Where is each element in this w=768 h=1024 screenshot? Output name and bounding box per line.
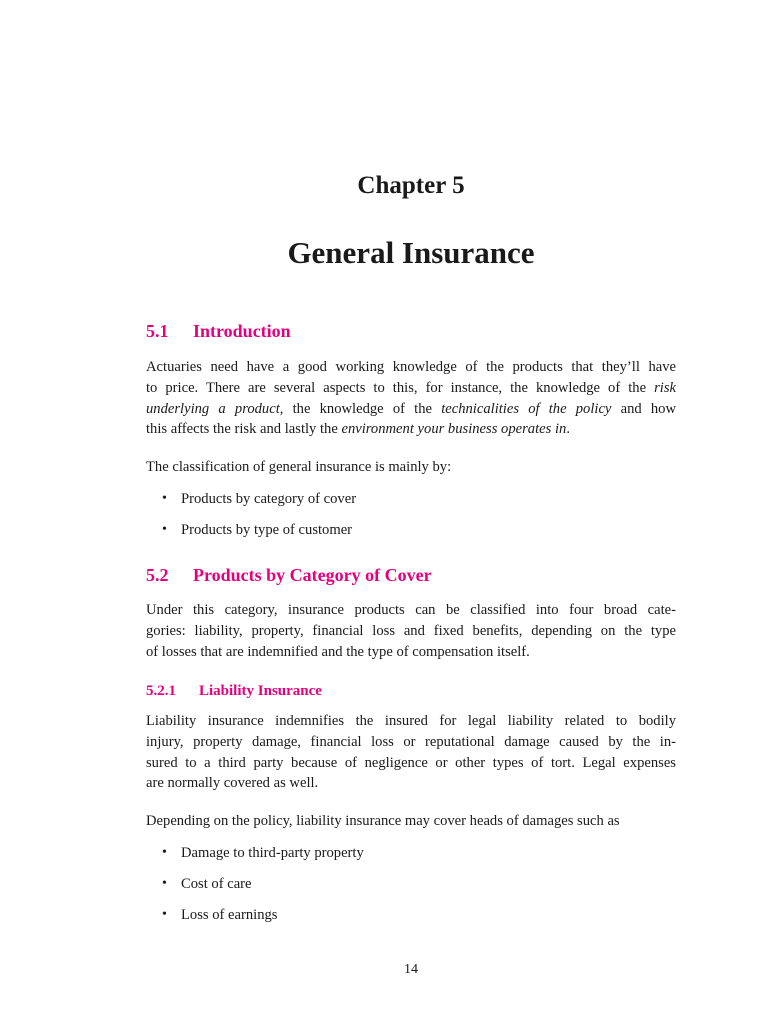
text-line bbox=[146, 419, 676, 440]
list-item bbox=[160, 874, 364, 905]
list-item-text: Loss of earnings bbox=[181, 907, 278, 923]
bullet-icon: • bbox=[162, 491, 167, 506]
list-item-text: Cost of care bbox=[181, 876, 252, 892]
text-line: injury, property damage, financial loss or reputational damage caused by the in- bbox=[146, 733, 676, 750]
emphasis-text: risk bbox=[654, 379, 676, 396]
bullet-icon: • bbox=[162, 845, 167, 860]
list-item bbox=[160, 520, 356, 551]
section-title: Introduction bbox=[193, 321, 291, 341]
text-line: Liability insurance indemnifies the insured for legal liability related to bodily bbox=[146, 713, 676, 729]
bullet-icon: • bbox=[162, 522, 167, 537]
list-item bbox=[160, 905, 364, 936]
category-paragraph bbox=[146, 600, 676, 662]
chapter-label: Chapter 5 bbox=[357, 172, 465, 199]
emphasis-text: environment your business operates in bbox=[341, 421, 567, 438]
list-item bbox=[160, 489, 356, 520]
damages-paragraph bbox=[146, 811, 676, 832]
page-number: 14 bbox=[404, 962, 418, 977]
text-line: of losses that are indemnified and the type of compensation itself. bbox=[146, 643, 530, 660]
liability-paragraph bbox=[146, 711, 676, 794]
list-item-text: Products by type of customer bbox=[181, 522, 353, 538]
text-line bbox=[146, 399, 676, 420]
subsection-number: 5.2.1 bbox=[146, 683, 176, 699]
text-line: Depending on the policy, liability insurance may cover heads of damages such as bbox=[146, 813, 620, 829]
text-line: sured to a third party because of negligence or other types of tort. Legal expenses bbox=[146, 754, 676, 771]
text-span: and how bbox=[611, 400, 676, 417]
subsection-heading-liability-insurance bbox=[146, 683, 322, 700]
classification-list bbox=[160, 489, 356, 551]
bullet-icon: • bbox=[162, 876, 167, 891]
section-number: 5.1 bbox=[146, 321, 169, 341]
section-heading-introduction bbox=[146, 321, 291, 342]
text-line bbox=[146, 378, 676, 399]
intro-paragraph bbox=[146, 357, 676, 440]
list-item-text: Products by category of cover bbox=[181, 491, 357, 507]
list-item bbox=[160, 843, 364, 874]
list-item-text: Damage to third-party property bbox=[181, 845, 364, 861]
section-title: Products by Category of Cover bbox=[193, 565, 432, 585]
text-line: The classification of general insurance is mainly by: bbox=[146, 459, 452, 475]
emphasis-text: technicalities of the policy bbox=[441, 400, 612, 417]
text-line: gories: liability, property, financial loss and fixed benefits, depending on the type bbox=[146, 622, 676, 639]
text-line: are normally covered as well. bbox=[146, 775, 319, 792]
section-heading-products-by-category bbox=[146, 565, 432, 586]
classification-paragraph bbox=[146, 457, 676, 478]
text-span: to price. There are several aspects to this, for instance, the knowledge of the bbox=[146, 379, 655, 396]
section-number: 5.2 bbox=[146, 565, 169, 585]
text-span: this affects the risk and lastly the bbox=[146, 421, 342, 438]
text-line: Under this category, insurance products can be classified into four broad cate- bbox=[146, 602, 676, 618]
text-span: , the knowledge of the bbox=[279, 400, 442, 417]
emphasis-text: underlying a product bbox=[146, 400, 280, 417]
bullet-icon: • bbox=[162, 907, 167, 922]
text-span: . bbox=[566, 421, 570, 438]
subsection-title: Liability Insurance bbox=[199, 683, 322, 699]
chapter-title: General Insurance bbox=[287, 235, 535, 270]
damages-list bbox=[160, 843, 364, 936]
text-line: Actuaries need have a good working knowledge of the products that they’ll have bbox=[146, 359, 676, 375]
